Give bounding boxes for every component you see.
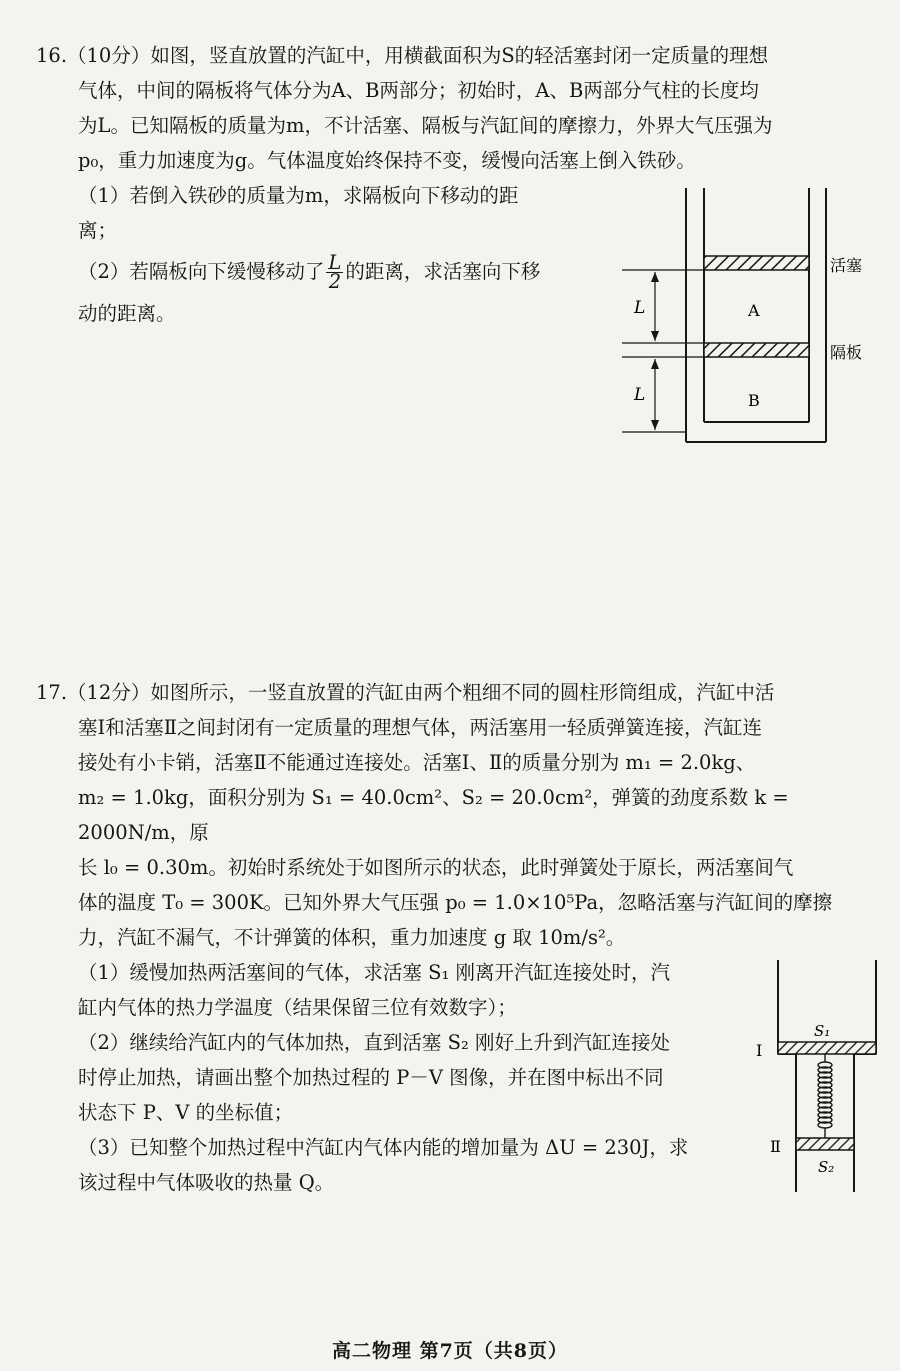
q16-label-divider: 隔板 [830,343,863,362]
fraction-l-over-2 [326,251,343,293]
q16-line-3: 为L。已知隔板的质量为m，不计活塞、隔板与汽缸间的摩擦力，外界大气压强为 [78,114,773,137]
q16-label-L2: L [634,385,646,405]
q16-sub1-line-1: （1）若倒入铁砂的质量为m，求隔板向下移动的距 [78,184,519,207]
q17-label-I: Ⅰ [756,1041,763,1060]
q16-sub2-post: 的距离，求活塞向下移 [345,260,541,283]
q16-label-A: A [748,301,760,320]
q16-label-L1: L [634,298,646,318]
q17-sub-line-5: 状态下 P、V 的坐标值； [78,1101,294,1124]
q17-sub-line-6: （3）已知整个加热过程中汽缸内气体内能的增加量为 ΔU = 230J，求 [78,1136,689,1159]
q16-sub1-line-2: 离； [78,219,118,242]
q17-piston-s1 [778,1042,876,1054]
q16-line-1: 16.（10分）如图，竖直放置的汽缸中，用横截面积为S的轻活塞封闭一定质量的理想 [36,44,769,67]
fraction-denominator: 2 [328,270,342,293]
q17-label-II: Ⅱ [770,1137,781,1156]
q17-spring [818,1054,832,1138]
q17-line-4: m₂ = 1.0kg，面积分别为 S₁ = 40.0cm²、S₂ = 20.0cm²，弹簧的劲度系数 k = 2000N/m，原 [78,786,789,844]
fraction-numerator: L [328,251,342,274]
q17-piston-s2 [796,1138,854,1150]
q17-label-s1: S₁ [814,1022,831,1040]
q17-sub-line-3: （2）继续给汽缸内的气体加热，直到活塞 S₂ 刚好上升到汽缸连接处 [78,1031,670,1054]
q17-line-1: 17.（12分）如图所示，一竖直放置的汽缸由两个粗细不同的圆柱形筒组成，汽缸中活 [36,681,775,704]
q16-line-2: 气体，中间的隔板将气体分为A、B两部分；初始时，A、B两部分气柱的长度均 [78,79,759,102]
page-footer: 高二物理 第7页（共8页） [331,1340,569,1362]
q17-line-5: 长 l₀ = 0.30m。初始时系统处于如图所示的状态，此时弹簧处于原长，两活塞间气 [78,856,794,879]
q16-divider [704,343,809,357]
q17-sub-line-4: 时停止加热，请画出整个加热过程的 P－V 图像，并在图中标出不同 [78,1066,664,1089]
q17-label-s2: S₂ [818,1158,835,1176]
q16-label-B: B [748,391,760,410]
q17-line-2: 塞Ⅰ和活塞Ⅱ之间封闭有一定质量的理想气体，两活塞用一轻质弹簧连接，汽缸连 [78,716,762,739]
q16-piston [704,256,809,270]
q16-label-piston: 活塞 [830,256,863,275]
q17-sub-line-2: 缸内气体的热力学温度（结果保留三位有效数字）； [78,996,517,1019]
q17-cylinder-figure [750,950,880,1200]
q17-line-7: 力，汽缸不漏气，不计弹簧的体积，重力加速度 g 取 10m/s²。 [78,926,626,949]
q16-cylinder-figure [600,180,880,460]
q17-sub-line-7: 该过程中气体吸收的热量 Q。 [78,1171,335,1194]
q17-line-3: 接处有小卡销，活塞Ⅱ不能通过连接处。活塞Ⅰ、Ⅱ的质量分别为 m₁ = 2.0kg、 [78,751,756,774]
q17-sub-line-1: （1）缓慢加热两活塞间的气体，求活塞 S₁ 刚离开汽缸连接处时，汽 [78,961,670,984]
q17-line-6: 体的温度 T₀ = 300K。已知外界大气压强 p₀ = 1.0×10⁵Pa，忽略活塞与汽缸间的摩擦 [78,891,833,914]
q16-line-4: p₀，重力加速度为g。气体温度始终保持不变，缓慢向活塞上倒入铁砂。 [78,149,696,172]
q16-sub2-pre: （2）若隔板向下缓慢移动了 [78,260,325,283]
q16-sub2-line-2: 动的距离。 [78,302,176,325]
